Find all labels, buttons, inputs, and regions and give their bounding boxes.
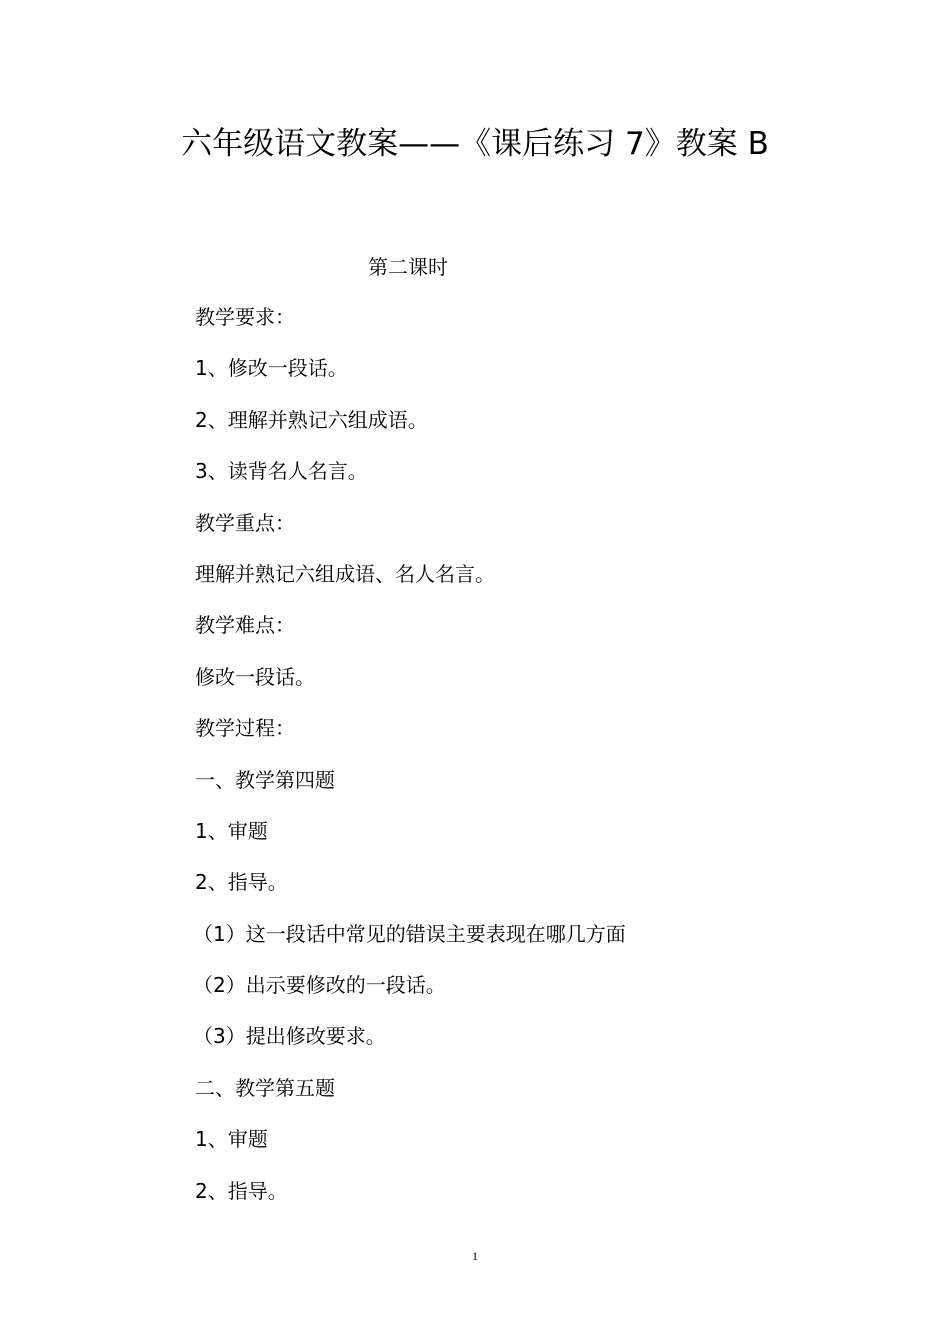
document-body — [195, 302, 815, 1227]
list-item: 1、审题 — [195, 1127, 268, 1152]
section-heading-difficulties: 教学难点： — [195, 613, 295, 638]
paragraph-text: 修改一段话。 — [195, 664, 315, 689]
list-item: 2、理解并熟记六组成语。 — [195, 407, 428, 432]
section-heading-process: 教学过程： — [195, 716, 295, 741]
document-title: 六年级语文教案——《课后练习 7》教案 B — [181, 126, 769, 162]
sub-list-item: （2）出示要修改的一段话。 — [193, 973, 446, 998]
subsection-heading: 一、教学第四题 — [195, 767, 335, 792]
sub-list-item: （1）这一段话中常见的错误主要表现在哪几方面 — [193, 921, 626, 946]
list-item: 1、审题 — [195, 818, 268, 843]
section-heading-key-points: 教学重点： — [195, 510, 295, 535]
page-number: 1 — [472, 1249, 478, 1263]
section-heading-requirements: 教学要求： — [195, 305, 295, 329]
sub-list-item: （3）提出修改要求。 — [193, 1024, 386, 1049]
list-item: 2、指导。 — [195, 1178, 288, 1203]
list-item: 1、修改一段话。 — [195, 356, 348, 381]
list-item: 3、读背名人名言。 — [195, 459, 368, 484]
lesson-subtitle: 第二课时 — [368, 255, 448, 279]
list-item: 2、指导。 — [195, 870, 288, 895]
subsection-heading: 二、教学第五题 — [195, 1075, 335, 1100]
paragraph-text: 理解并熟记六组成语、名人名言。 — [195, 561, 495, 586]
